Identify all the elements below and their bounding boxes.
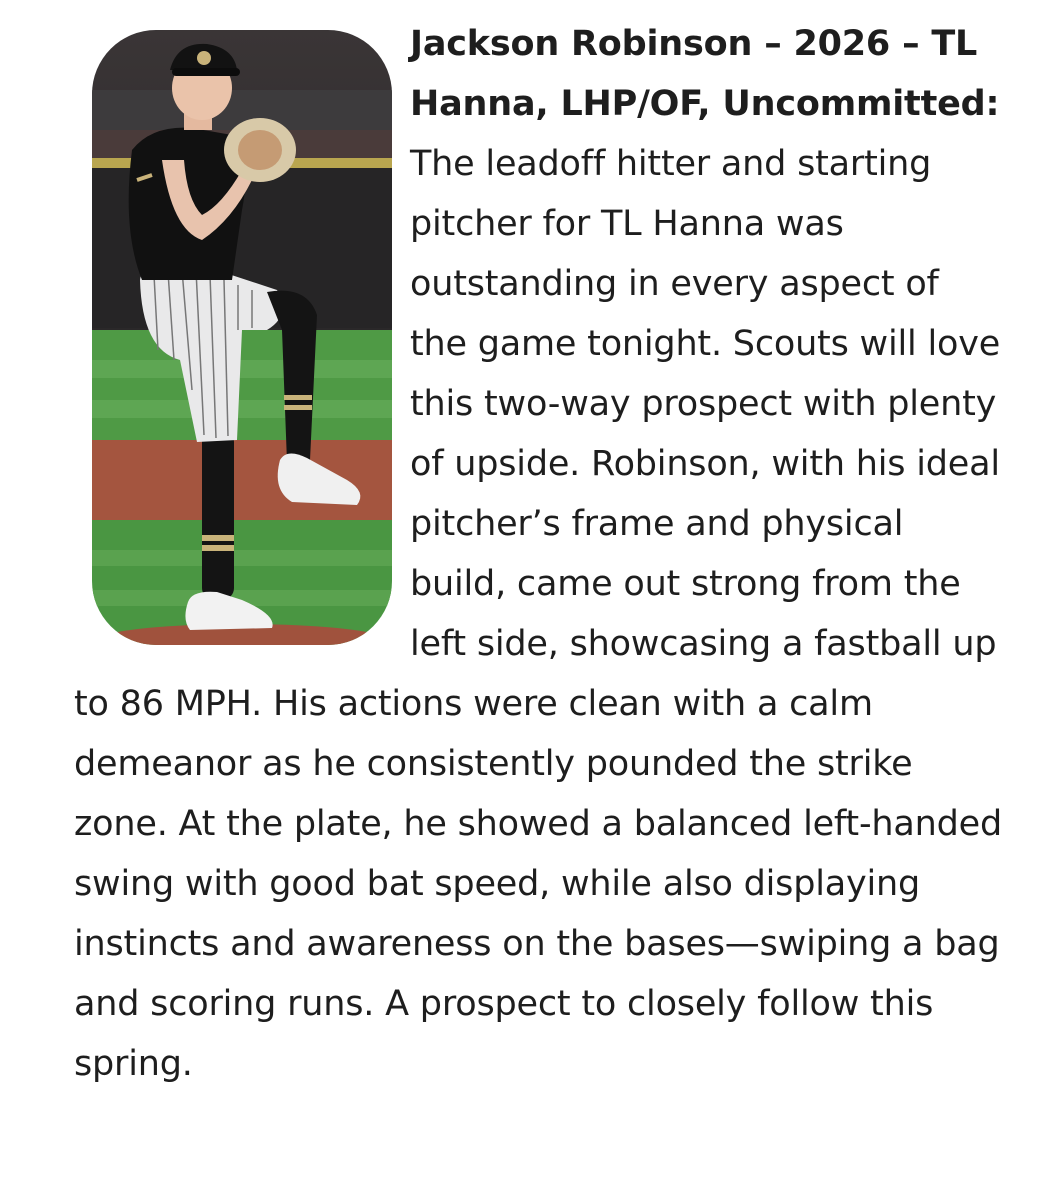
player-photo — [92, 30, 392, 645]
article-lead: Jackson Robinson – 2026 – TL Hanna, LHP/OF, Uncommitted: — [410, 24, 1000, 124]
article — [74, 14, 1004, 1094]
article-body: The leadoff hitter and starting pitcher for TL Hanna was outstanding in every aspect of the game tonight. Scouts will love this two-way prospect with plenty of upside. Robinson, with his ideal pitcher’s frame and physical build, came out strong from the left side, showcasing a fastball up to 86 MPH. His actions were clean with a calm demeanor as he consistently pounded the strike zone. At the plate, he showed a balanced left-handed swing with good bat speed, while also displaying instincts and awareness on the bases—swiping a bag and scoring runs. A prospect to closely follow this spring. — [74, 144, 1002, 1084]
baseball-pitcher-photo-icon — [92, 30, 392, 645]
